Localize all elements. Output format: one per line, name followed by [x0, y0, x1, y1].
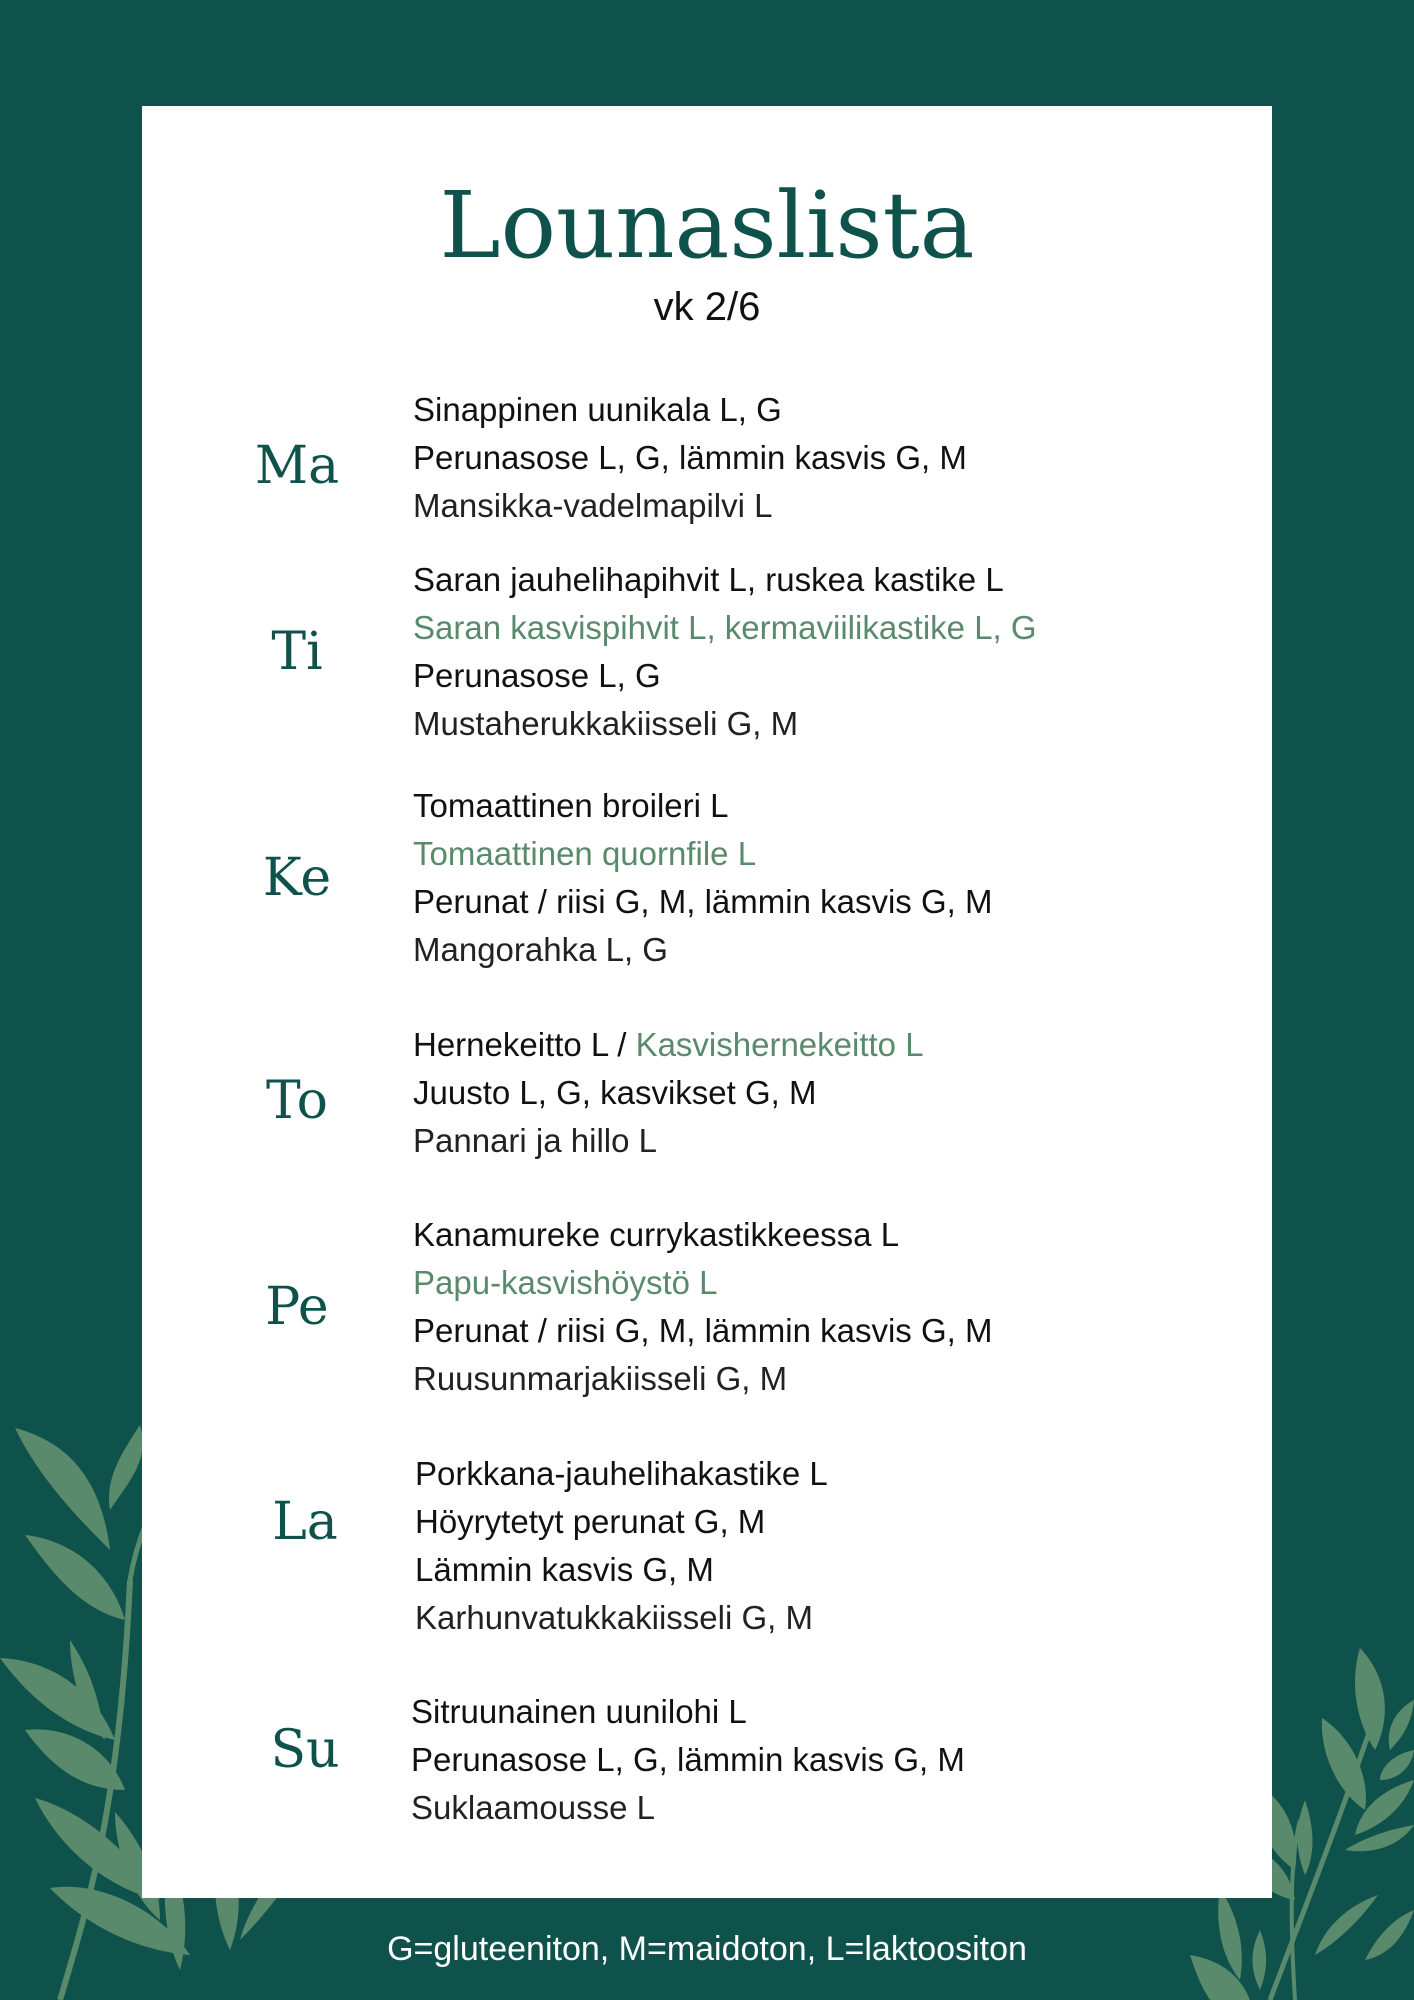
- day-label: Su: [270, 1720, 340, 1780]
- day-label: Ke: [262, 848, 332, 908]
- menu-item: Kanamureke currykastikkeessa L: [413, 1216, 900, 1253]
- day-label: La: [272, 1492, 338, 1552]
- dessert-item: Karhunvatukkakiisseli G, M: [415, 1599, 813, 1636]
- allergen-legend: G=gluteeniton, M=maidoton, L=laktoositon: [387, 1930, 1027, 1968]
- dessert-item: Mangorahka L, G: [413, 931, 668, 968]
- menu-item: Perunat / riisi G, M, lämmin kasvis G, M: [413, 883, 993, 920]
- menu-item: [413, 1021, 924, 1069]
- week-label: vk 2/6: [653, 285, 761, 329]
- menu-item: Sinappinen uunikala L, G: [413, 391, 782, 428]
- menu-items: [413, 1021, 924, 1165]
- menu-item: Saran jauhelihapihvit L, ruskea kastike L: [413, 561, 1004, 598]
- menu-item-text: Hernekeitto L /: [413, 1026, 636, 1063]
- day-label: Ma: [254, 436, 340, 496]
- menu-item: Tomaattinen broileri L: [413, 787, 729, 824]
- day-label: Ti: [271, 622, 323, 682]
- menu-item: Perunasose L, G, lämmin kasvis G, M: [413, 439, 967, 476]
- menu-card: [142, 106, 1272, 1898]
- menu-items: [413, 556, 1037, 748]
- menu-items: [413, 782, 992, 974]
- vegetarian-item: Papu-kasvishöystö L: [413, 1264, 718, 1301]
- menu-item: Porkkana-jauhelihakastike L: [415, 1455, 828, 1492]
- dessert-item: Ruusunmarjakiisseli G, M: [413, 1360, 788, 1397]
- vegetarian-item: Saran kasvispihvit L, kermaviilikastike L, G: [413, 609, 1037, 646]
- menu-items: [413, 386, 967, 530]
- vegetarian-item: Tomaattinen quornfile L: [413, 835, 757, 872]
- day-label: To: [266, 1071, 328, 1131]
- menu-item: Juusto L, G, kasvikset G, M: [413, 1074, 817, 1111]
- menu-items: [413, 1211, 992, 1403]
- day-label: Pe: [265, 1277, 329, 1337]
- menu-item: Sitruunainen uunilohi L: [411, 1693, 747, 1730]
- vegetarian-item: Kasvishernekeitto L: [635, 1026, 924, 1063]
- dessert-item: Mustaherukkakiisseli G, M: [413, 705, 799, 742]
- menu-item: Perunat / riisi G, M, lämmin kasvis G, M: [413, 1312, 993, 1349]
- menu-items: [415, 1450, 828, 1642]
- menu-item: Perunasose L, G, lämmin kasvis G, M: [411, 1741, 965, 1778]
- menu-items: [411, 1688, 965, 1832]
- dessert-item: Mansikka-vadelmapilvi L: [413, 487, 773, 524]
- menu-item: Höyrytetyt perunat G, M: [415, 1503, 766, 1540]
- dessert-item: Pannari ja hillo L: [413, 1122, 657, 1159]
- menu-item: Perunasose L, G: [413, 657, 661, 694]
- page-title: Lounaslista: [439, 172, 975, 279]
- dessert-item: Suklaamousse L: [411, 1789, 655, 1826]
- menu-item: Lämmin kasvis G, M: [415, 1551, 714, 1588]
